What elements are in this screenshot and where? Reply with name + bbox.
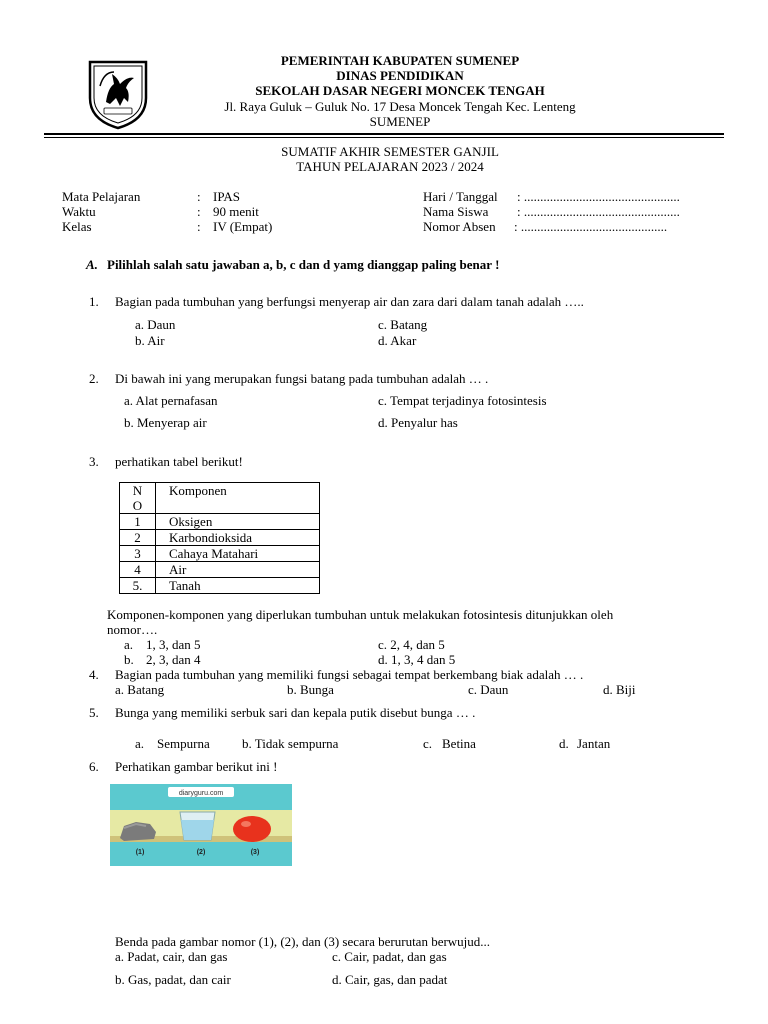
date-label: Hari / Tanggal [423,189,498,204]
q4-option-b[interactable]: b. Bunga [287,682,334,697]
q3-number: 3. [89,454,99,469]
table-cell-komponen: Cahaya Matahari [156,546,320,562]
q1-text: Bagian pada tumbuhan yang berfungsi menyerap air dan zara dari dalam tanah adalah ….. [115,294,584,309]
q6-stem: Benda pada gambar nomor (1), (2), dan (3) secara berurutan berwujud... [115,934,491,949]
table-header-no-line2: O [132,498,143,513]
table-cell-komponen: Karbondioksida [156,530,320,546]
q4-text: Bagian pada tumbuhan yang memiliki fungsi sebagai tempat berkembang biak adalah … . [115,667,584,682]
class-colon: : [197,219,201,234]
q3-option-a[interactable]: 1, 3, dan 5 [146,637,201,652]
table-row [120,546,320,562]
q5-option-c-letter: c. [423,736,433,751]
table-row [120,562,320,578]
table-cell-no: 5. [120,578,156,594]
q1-option-a[interactable]: a. Daun [135,317,176,332]
q3-text: perhatikan tabel berikut! [115,454,243,469]
q3-option-a-letter: a. [124,637,134,652]
header-city: SUMENEP [369,114,431,129]
q3-option-b-letter: b. [124,652,134,667]
image-label-1: (1) [135,849,145,856]
subject-colon: : [197,189,201,204]
school-emblem-logo [84,58,152,130]
roll-number-field[interactable]: : ............................................. [514,219,668,234]
q3-stem-line2: nomor…. [107,622,158,637]
q5-option-a[interactable]: Sempurna [157,736,210,751]
student-name-label: Nama Siswa [423,204,489,219]
roll-number-label: Nomor Absen [423,219,496,234]
q5-option-a-letter: a. [135,736,145,751]
q1-option-b[interactable]: b. Air [135,333,165,348]
q4-number: 4. [89,667,99,682]
q2-number: 2. [89,371,99,386]
student-name-field[interactable]: : ................................................ [517,204,680,219]
glass-of-water-icon [180,812,215,840]
header-address: Jl. Raya Guluk – Guluk No. 17 Desa Moncek Tengah Kec. Lenteng [224,99,576,114]
subject-value: IPAS [213,189,240,204]
q1-option-d[interactable]: d. Akar [378,333,417,348]
q2-text: Di bawah ini yang merupakan fungsi batang pada tumbuhan adalah … . [115,371,489,386]
table-row [120,578,320,594]
q2-option-c[interactable]: c. Tempat terjadinya fotosintesis [378,393,547,408]
q5-option-c[interactable]: Betina [442,736,476,751]
table-cell-no: 3 [120,546,156,562]
q6-option-d[interactable]: d. Cair, gas, dan padat [332,972,448,987]
q2-option-a[interactable]: a. Alat pernafasan [124,393,218,408]
header-school-name: SEKOLAH DASAR NEGERI MONCEK TENGAH [255,83,545,98]
duration-colon: : [197,204,201,219]
table-header-no [120,483,156,514]
class-value: IV (Empat) [213,219,273,234]
states-of-matter-illustration [110,784,292,866]
q5-text: Bunga yang memiliki serbuk sari dan kepala putik disebut bunga … . [115,705,476,720]
q5-option-b[interactable]: b. Tidak sempurna [242,736,339,751]
q5-number: 5. [89,705,99,720]
q3-stem-line1: Komponen-komponen yang diperlukan tumbuhan untuk melakukan fotosintesis ditunjukkan oleh [107,607,614,622]
q1-number: 1. [89,294,99,309]
table-cell-komponen: Tanah [156,578,320,594]
tomato-icon [233,816,271,842]
q6-option-b[interactable]: b. Gas, padat, dan cair [115,972,231,987]
q4-option-a[interactable]: a. Batang [115,682,165,697]
q4-option-d[interactable]: d. Biji [603,682,636,697]
q1-option-c[interactable]: c. Batang [378,317,428,332]
q5-option-d[interactable]: Jantan [577,736,611,751]
table-header-komponen: Komponen [156,483,320,514]
image-watermark: diaryguru.com [178,790,224,797]
exam-title: SUMATIF AKHIR SEMESTER GANJIL [281,144,499,159]
q6-number: 6. [89,759,99,774]
q3-option-b[interactable]: 2, 3, dan 4 [146,652,201,667]
table-row [120,530,320,546]
table-cell-komponen: Air [156,562,320,578]
table-header-no-line1: N [132,483,143,498]
table-cell-no: 2 [120,530,156,546]
q2-option-b[interactable]: b. Menyerap air [124,415,207,430]
table-cell-komponen: Oksigen [156,514,320,530]
letterhead-rule-thick [44,133,724,135]
q5-option-d-letter: d. [559,736,569,751]
section-instruction: Pilihlah salah satu jawaban a, b, c dan d yamg dianggap paling benar ! [107,257,500,272]
header-department: DINAS PENDIDIKAN [336,68,464,83]
components-table [119,482,320,594]
table-header-row [120,483,320,514]
section-letter: A. [86,257,98,272]
image-label-2: (2) [196,849,206,856]
class-label: Kelas [62,219,92,234]
subject-label: Mata Pelajaran [62,189,141,204]
table-cell-no: 1 [120,514,156,530]
exam-year: TAHUN PELAJARAN 2023 / 2024 [296,159,484,174]
duration-label: Waktu [62,204,96,219]
q4-option-c[interactable]: c. Daun [468,682,509,697]
duration-value: 90 menit [213,204,259,219]
header-government: PEMERINTAH KABUPATEN SUMENEP [280,53,520,68]
q6-option-c[interactable]: c. Cair, padat, dan gas [332,949,447,964]
letterhead-rule-thin [44,137,724,138]
q2-option-d[interactable]: d. Penyalur has [378,415,458,430]
q3-option-c[interactable]: c. 2, 4, dan 5 [378,637,445,652]
q6-option-a[interactable]: a. Padat, cair, dan gas [115,949,228,964]
q6-text: Perhatikan gambar berikut ini ! [115,759,278,774]
q3-option-d[interactable]: d. 1, 3, 4 dan 5 [378,652,456,667]
image-label-3: (3) [250,849,260,856]
table-cell-no: 4 [120,562,156,578]
table-row [120,514,320,530]
date-field[interactable]: : ................................................ [517,189,680,204]
